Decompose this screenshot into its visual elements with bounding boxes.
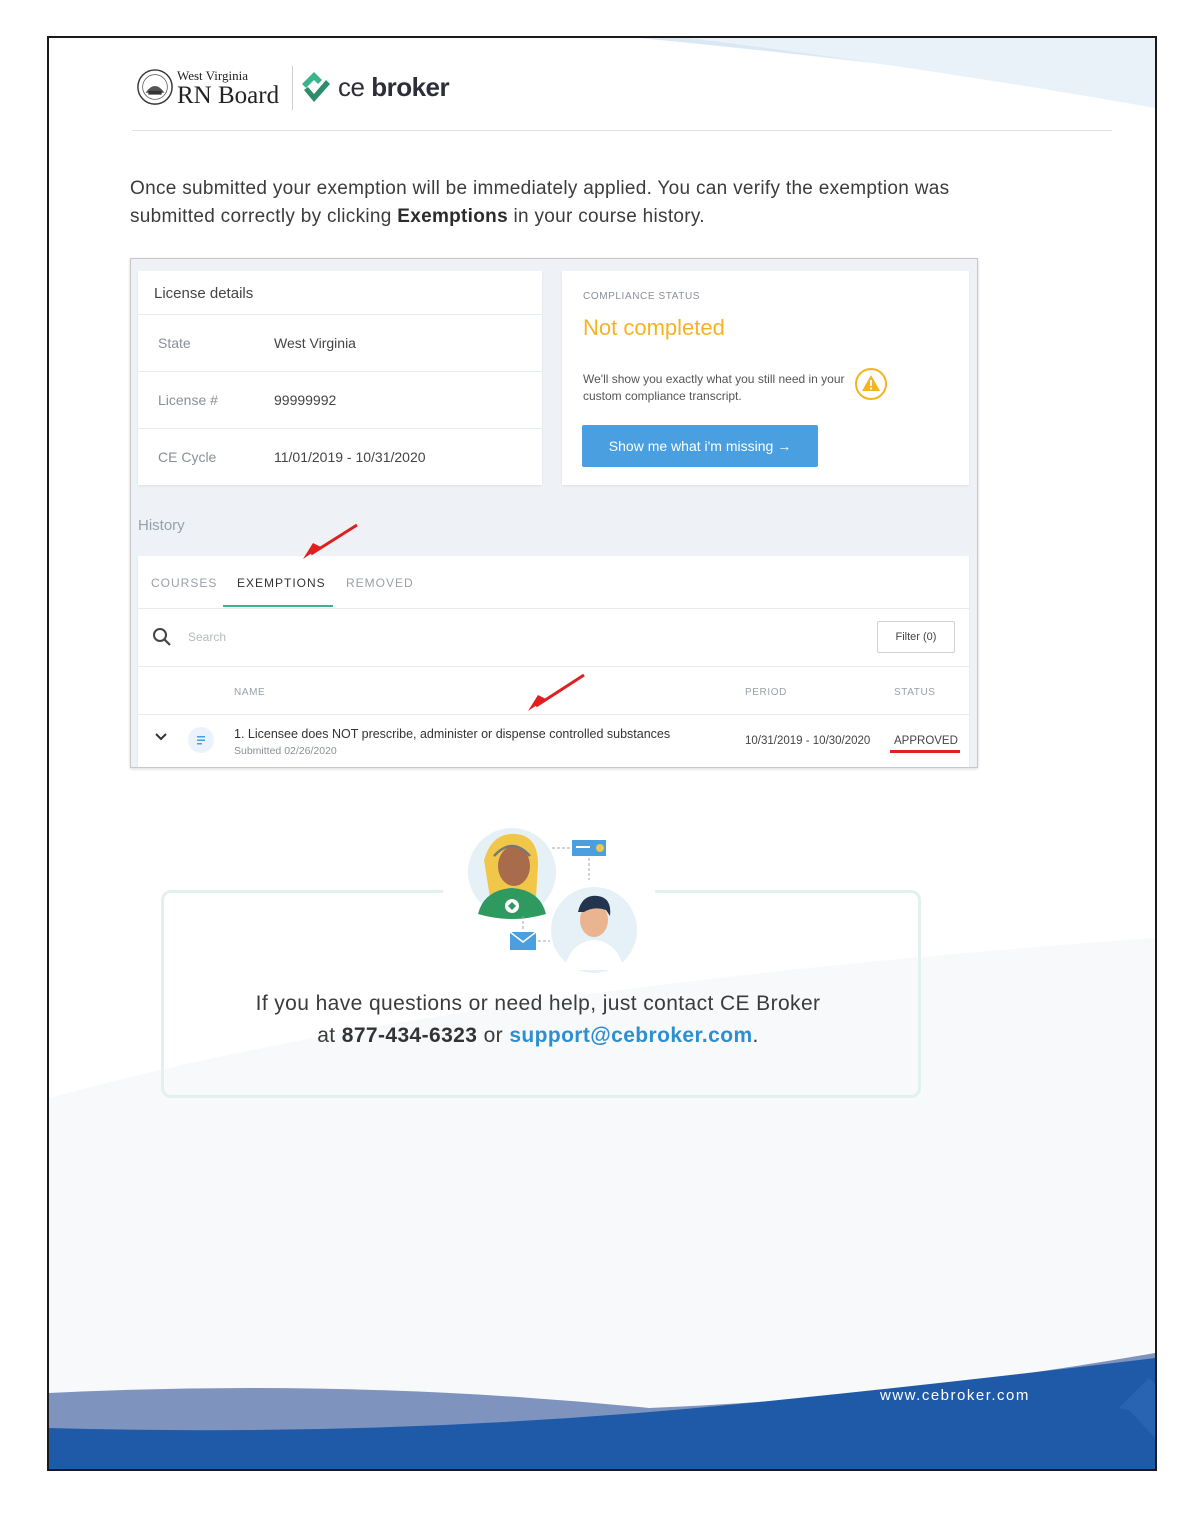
column-header-status[interactable]: STATUS xyxy=(894,687,936,698)
row-submitted: Submitted 02/26/2020 xyxy=(234,745,337,757)
compliance-label: COMPLIANCE STATUS xyxy=(583,291,701,302)
chevron-down-icon[interactable] xyxy=(154,732,168,742)
column-header-period[interactable]: PERIOD xyxy=(745,687,787,698)
tab-exemptions[interactable]: EXEMPTIONS xyxy=(237,576,326,590)
compliance-status: Not completed xyxy=(583,315,725,340)
board-state: West Virginia xyxy=(177,68,248,83)
board-name: RN Board xyxy=(177,82,280,109)
help-line-1: If you have questions or need help, just contact CE Broker xyxy=(255,992,821,1015)
license-row-state xyxy=(138,314,542,372)
help-line-2 xyxy=(161,1020,915,1052)
intro-bold: Exemptions xyxy=(397,206,508,227)
intro-text-1: Once submitted your exemption will be immediately applied. You can verify the exemption was submitted correctly by clicking xyxy=(130,178,950,227)
row-status: APPROVED xyxy=(894,735,958,747)
search-row xyxy=(138,608,969,667)
search-icon[interactable] xyxy=(152,627,172,647)
license-row-number xyxy=(138,371,542,429)
arrow-right-icon: → xyxy=(777,438,792,454)
help-or: or xyxy=(477,1024,510,1047)
warning-triangle-icon xyxy=(854,367,888,401)
support-phone[interactable]: 877-434-6323 xyxy=(341,1024,478,1047)
license-label: State xyxy=(158,335,191,351)
support-illustration xyxy=(454,820,654,980)
brand-prefix: ce xyxy=(338,72,365,102)
cebroker-wordmark xyxy=(338,72,449,103)
license-value: West Virginia xyxy=(274,335,356,351)
table-row[interactable] xyxy=(138,714,969,768)
brand-suffix: broker xyxy=(371,72,450,102)
show-missing-label: Show me what i'm missing xyxy=(608,438,774,454)
footer-url[interactable]: www.cebroker.com xyxy=(880,1387,1030,1404)
red-arrow-annotation xyxy=(526,671,588,713)
status-underline-annotation xyxy=(890,750,960,753)
intro-paragraph xyxy=(130,175,990,231)
intro-text-2: in your course history. xyxy=(507,206,705,227)
search-input[interactable]: Search xyxy=(188,630,227,644)
license-details-title: License details xyxy=(154,285,254,302)
tab-courses[interactable]: COURSES xyxy=(151,576,218,590)
show-missing-button[interactable] xyxy=(582,425,818,467)
license-value: 99999992 xyxy=(274,392,337,408)
license-label: CE Cycle xyxy=(158,449,217,465)
history-panel xyxy=(138,556,969,768)
row-period: 10/31/2019 - 10/30/2020 xyxy=(745,735,871,747)
cebroker-logo-icon xyxy=(300,70,332,106)
license-row-cycle xyxy=(138,428,542,486)
tab-removed[interactable]: REMOVED xyxy=(346,576,414,590)
column-header-name[interactable]: NAME xyxy=(234,687,266,698)
license-value: 11/01/2019 - 10/31/2020 xyxy=(274,449,426,465)
wv-seal-icon xyxy=(136,68,174,106)
support-email-link[interactable]: support@cebroker.com xyxy=(509,1024,753,1047)
help-period: . xyxy=(752,1024,759,1047)
document-icon xyxy=(188,727,214,753)
license-label: License # xyxy=(158,392,218,408)
row-name: 1. Licensee does NOT prescribe, administer or dispense controlled substances xyxy=(234,727,671,741)
compliance-description: We'll show you exactly what you still need in your custom compliance transcript. xyxy=(583,372,845,403)
header xyxy=(132,64,1112,131)
history-label: History xyxy=(138,517,185,534)
help-at: at xyxy=(317,1024,342,1047)
help-text xyxy=(161,988,915,1052)
red-arrow-annotation xyxy=(301,521,361,561)
compliance-card xyxy=(562,271,969,485)
license-details-card xyxy=(138,271,542,485)
active-tab-underline xyxy=(223,605,333,607)
history-tabs xyxy=(138,556,969,609)
header-divider xyxy=(292,66,293,110)
filter-button[interactable]: Filter (0) xyxy=(877,621,955,653)
license-screenshot xyxy=(130,258,978,768)
